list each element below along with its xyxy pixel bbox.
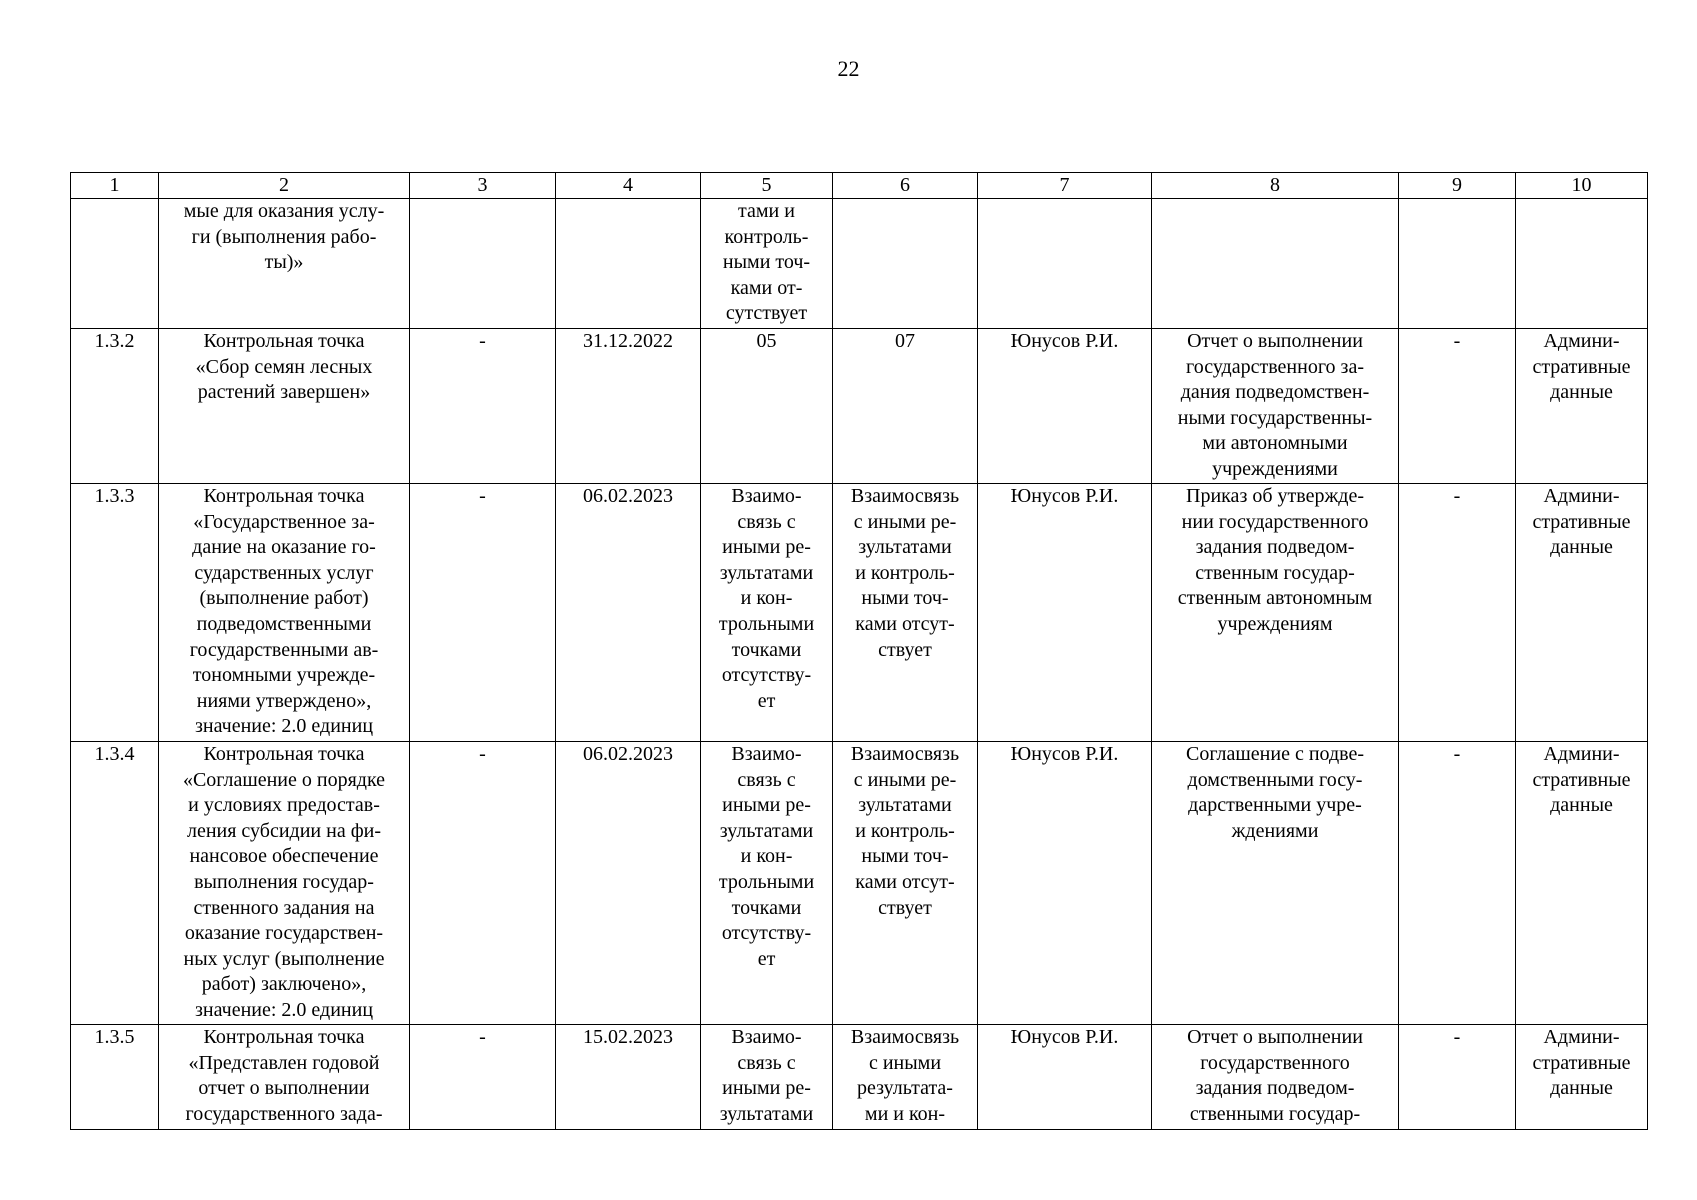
predecessor-cell: Взаимо- связь с иными ре- зультатами (701, 1025, 833, 1130)
column-number: 6 (833, 173, 978, 199)
info-system-cell: Админи- стративные данные (1516, 742, 1648, 1025)
item-name-cell: Контрольная точка «Государственное за- дание на оказание го- сударственных услуг (выполнение работ) подведомственными государственными ав- тономными учрежде- ниями утверждено», значение: 2.0 единиц (159, 484, 410, 742)
successor-cell: Взаимосвязь с иными ре- зультатами и контроль- ными точ- ками отсут- ствует (833, 742, 978, 1025)
ref-cell: - (1399, 742, 1516, 1025)
column-number-row (71, 173, 1648, 199)
column-number: 4 (556, 173, 701, 199)
predecessor-cell: Взаимо- связь с иными ре- зультатами и кон- трольными точками отсутству- ет (701, 484, 833, 742)
document-cell: Соглашение с подве- домственными госу- дарственными учре- ждениями (1152, 742, 1399, 1025)
responsible-cell: Юнусов Р.И. (978, 1025, 1152, 1130)
item-number-cell (71, 199, 159, 329)
document-cell: Отчет о выполнении государственного за- дания подведомствен- ными государственны- ми автономными учреждениями (1152, 329, 1399, 484)
predecessor-cell: 05 (701, 329, 833, 484)
end-date-cell: 15.02.2023 (556, 1025, 701, 1130)
end-date-cell (556, 199, 701, 329)
end-date-cell: 06.02.2023 (556, 742, 701, 1025)
responsible-cell: Юнусов Р.И. (978, 329, 1152, 484)
plan-table (70, 172, 1648, 1130)
ref-cell (1399, 199, 1516, 329)
item-name-cell: Контрольная точка «Представлен годовой отчет о выполнении государственного зада- (159, 1025, 410, 1130)
start-date-cell: - (410, 742, 556, 1025)
item-name-cell: Контрольная точка «Сбор семян лесных растений завершен» (159, 329, 410, 484)
successor-cell (833, 199, 978, 329)
document-cell: Отчет о выполнении государственного задания подведом- ственными государ- (1152, 1025, 1399, 1130)
document-cell (1152, 199, 1399, 329)
start-date-cell: - (410, 329, 556, 484)
item-number-cell: 1.3.4 (71, 742, 159, 1025)
successor-cell: Взаимосвязь с иными ре- зультатами и контроль- ными точ- ками отсут- ствует (833, 484, 978, 742)
ref-cell: - (1399, 1025, 1516, 1130)
info-system-cell: Админи- стративные данные (1516, 484, 1648, 742)
item-name-cell: мые для оказания услу- ги (выполнения рабо- ты)» (159, 199, 410, 329)
end-date-cell: 31.12.2022 (556, 329, 701, 484)
responsible-cell (978, 199, 1152, 329)
start-date-cell: - (410, 484, 556, 742)
successor-cell: Взаимосвязь с иными результата- ми и кон- (833, 1025, 978, 1130)
page-number: 22 (837, 56, 860, 81)
column-number: 9 (1399, 173, 1516, 199)
responsible-cell: Юнусов Р.И. (978, 742, 1152, 1025)
item-number-cell: 1.3.3 (71, 484, 159, 742)
table-row (71, 484, 1648, 742)
predecessor-cell: тами и контроль- ными точ- ками от- сутствует (701, 199, 833, 329)
column-number: 5 (701, 173, 833, 199)
responsible-cell: Юнусов Р.И. (978, 484, 1152, 742)
info-system-cell: Админи- стративные данные (1516, 329, 1648, 484)
end-date-cell: 06.02.2023 (556, 484, 701, 742)
column-number: 10 (1516, 173, 1648, 199)
successor-cell: 07 (833, 329, 978, 484)
column-number: 7 (978, 173, 1152, 199)
column-number: 8 (1152, 173, 1399, 199)
item-name-cell: Контрольная точка «Соглашение о порядке и условиях предостав- ления субсидии на фи- нансовое обеспечение выполнения государ- ственного задания на оказание государствен- ных услуг (выполнение работ) заключено», значение: 2.0 единиц (159, 742, 410, 1025)
table-row (71, 199, 1648, 329)
column-number: 1 (71, 173, 159, 199)
column-number: 2 (159, 173, 410, 199)
column-number: 3 (410, 173, 556, 199)
table-row (71, 329, 1648, 484)
document-cell: Приказ об утвержде- нии государственного задания подведом- ственным государ- ственным автономным учреждениям (1152, 484, 1399, 742)
ref-cell: - (1399, 484, 1516, 742)
start-date-cell (410, 199, 556, 329)
item-number-cell: 1.3.5 (71, 1025, 159, 1130)
item-number-cell: 1.3.2 (71, 329, 159, 484)
info-system-cell: Админи- стративные данные (1516, 1025, 1648, 1130)
info-system-cell (1516, 199, 1648, 329)
table-row (71, 742, 1648, 1025)
ref-cell: - (1399, 329, 1516, 484)
predecessor-cell: Взаимо- связь с иными ре- зультатами и кон- трольными точками отсутству- ет (701, 742, 833, 1025)
start-date-cell: - (410, 1025, 556, 1130)
table-row (71, 1025, 1648, 1130)
